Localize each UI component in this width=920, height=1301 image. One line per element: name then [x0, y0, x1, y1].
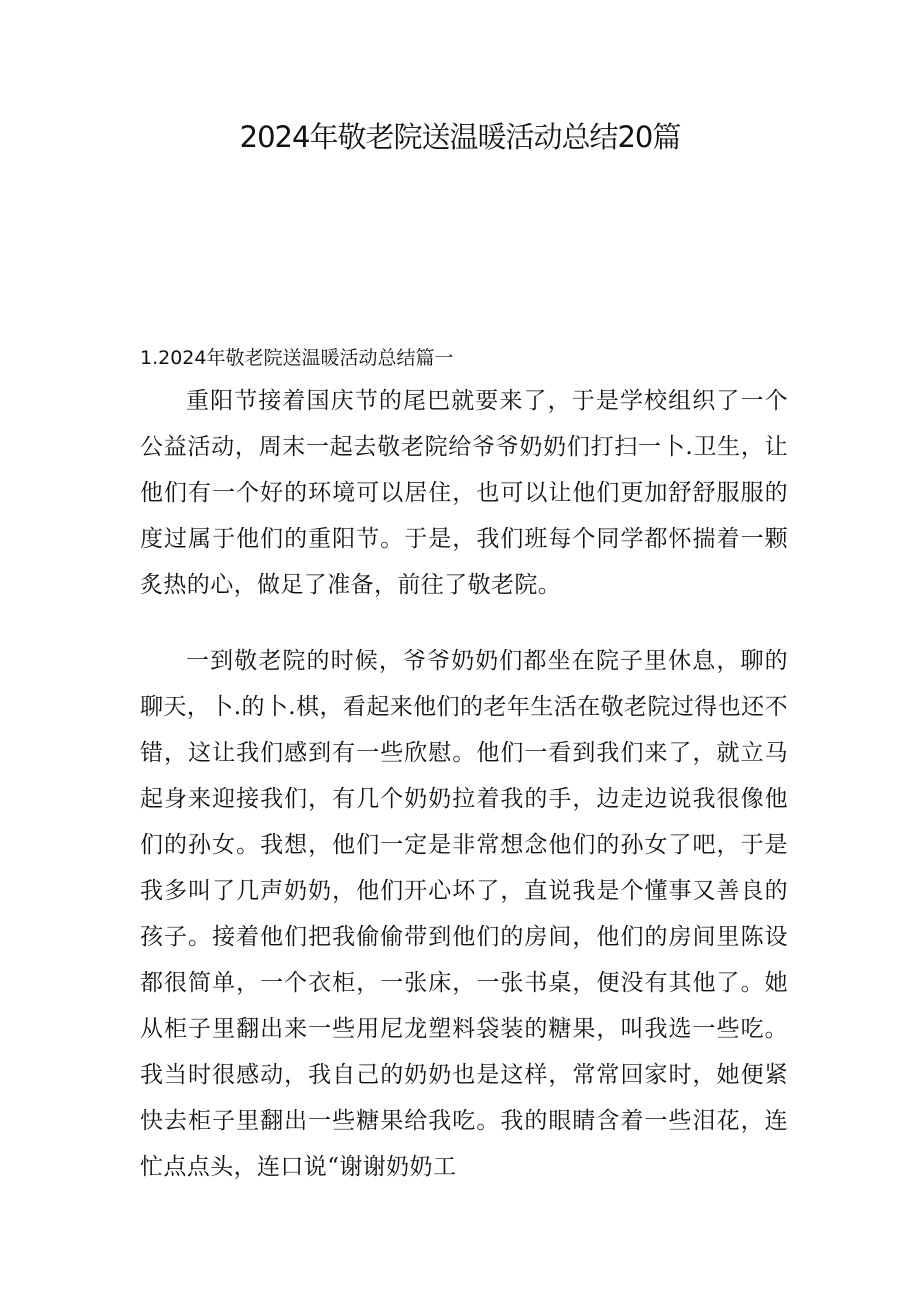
- document-title: 2024年敬老院送温暖活动总结20篇: [239, 120, 681, 154]
- paragraph-2: 一到敬老院的时候，爷爷奶奶们都坐在院子里休息，聊的聊天，卜.的卜.棋，看起来他们的老年生活在敬老院过得也还不错，这让我们感到有一些欣慰。他们一看到我们来了，就立马起身来迎接我们，有几个奶奶拉着我的手，边走边说我很像他们的孙女。我想，他们一定是非常想念他们的孙女了吧，于是我多叫了几声奶奶，他们开心坏了，直说我是个懂事又善良的孩子。接着他们把我偷偷带到他们的房间，他们的房间里陈设都很简单，一个衣柜，一张床，一张书桌，便没有其他了。她从柜子里翻出来一些用尼龙塑料袋装的糖果，叫我选一些吃。我当时很感动，我自己的奶奶也是这样，常常回家时，她便紧快去柜子里翻出一些糖果给我吃。我的眼睛含着一些泪花，连忙点点头，连口说“谢谢奶奶工: [140, 648, 788, 1180]
- section-heading: 1.2024年敬老院送温暖活动总结篇一: [140, 347, 454, 369]
- paragraph-1: 重阳节接着国庆节的尾巴就要来了，于是学校组织了一个公益活动，周末一起去敬老院给爷爷奶奶们打扫一卜.卫生，让他们有一个好的环境可以居住，也可以让他们更加舒舒服服的度过属于他们的重阳节。于是，我们班每个同学都怀揣着一颗炙热的心，做足了准备，前往了敬老院。: [140, 388, 788, 598]
